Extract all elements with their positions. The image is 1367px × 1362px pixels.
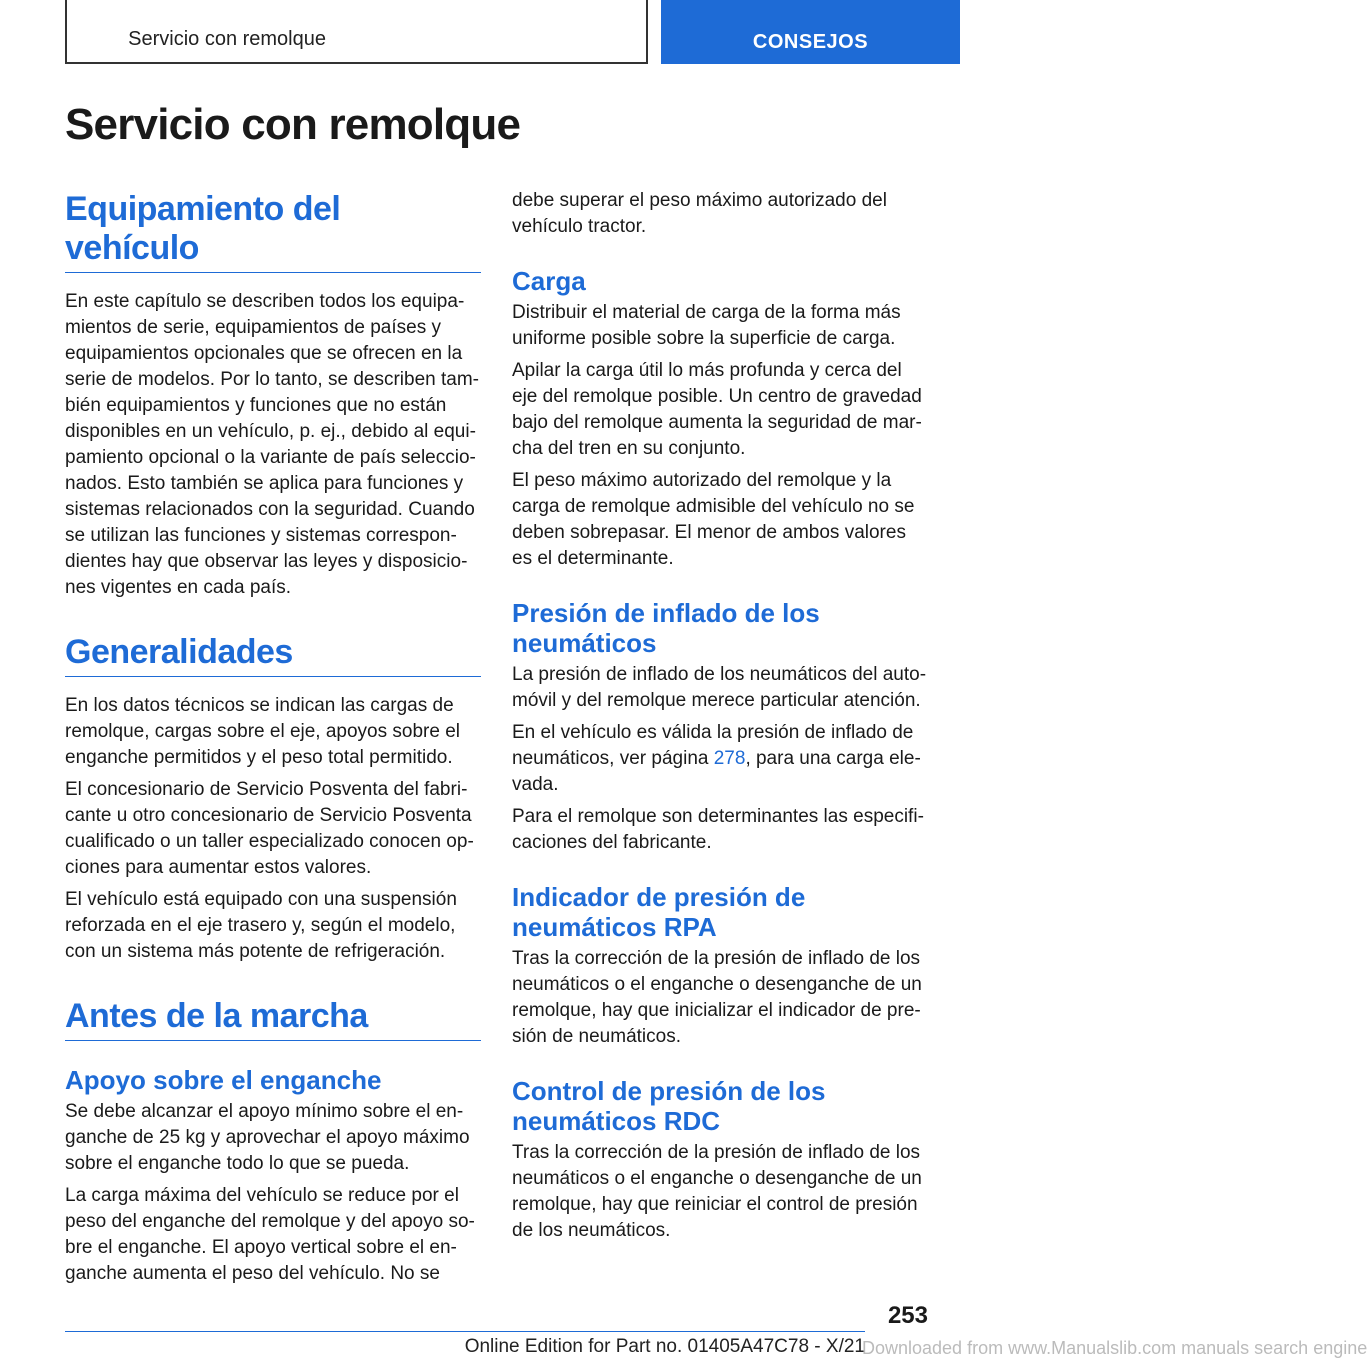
- header-frame: [65, 0, 648, 64]
- paragraph-generalidades-3: El vehículo está equipado con una suspensión reforzada en el eje trasero y, según el modelo, con un sistema más potente de refrigeración.: [65, 889, 457, 962]
- paragraph-presion-1: La presión de inflado de los neumáticos del automóvil y del remolque merece particular atención.: [512, 664, 927, 711]
- paragraph-equipamiento: En este capítulo se describen todos los equipamientos de serie, equipamientos de países y equipamientos opcionales que se ofrecen en la serie de modelos. Por lo tanto, se describen también equipamientos y funciones que no están disponibles en un vehículo, p. ej., debido al equipamiento opcional o la variante de país seleccionados. Esto también se aplica para funciones y sistemas relacionados con la seguridad. Cuando se utilizan las funciones y sistemas correspondientes hay que observar las leyes y disposiciones vigentes en cada país.: [65, 291, 479, 598]
- paragraph-continuation: debe superar el peso máximo autorizado del vehículo tractor.: [512, 190, 887, 237]
- paragraph-apoyo-1: Se debe alcanzar el apoyo mínimo sobre el enganche de 25 kg y aprovechar el apoyo máximo sobre el enganche todo lo que se pueda.: [65, 1101, 470, 1174]
- heading-carga: Carga: [512, 266, 586, 296]
- paragraph-carga-3: El peso máximo autorizado del remolque y la carga de remolque admisible del vehículo no se deben sobrepasar. El menor de ambos valores es el determinante.: [512, 470, 915, 569]
- page-link-278[interactable]: 278: [713, 748, 746, 769]
- paragraph-apoyo-2: La carga máxima del vehículo se reduce por el peso del enganche del remolque y del apoyo sobre el enganche. El apoyo vertical sobre el enganche aumenta el peso del vehículo. No se: [65, 1185, 475, 1284]
- paragraph-presion-2-tail: , para una carga elevada.: [512, 748, 921, 795]
- paragraph-presion-2: [512, 720, 928, 798]
- header-section-title: Servicio con remolque: [128, 28, 326, 50]
- heading-presion-inflado: Presión de inflado de los neumáticos: [512, 598, 820, 658]
- paragraph-rdc: Tras la corrección de la presión de inflado de los neumáticos o el enganche o desenganche de un remolque, hay que reiniciar el control de presión de los neumáticos.: [512, 1142, 922, 1241]
- footer-rule: [65, 1331, 865, 1332]
- paragraph-rpa: Tras la corrección de la presión de inflado de los neumáticos o el enganche o desenganche de un remolque, hay que inicializar el indicador de presión de neumáticos.: [512, 948, 922, 1047]
- heading-equipamiento: Equipamiento del vehículo: [65, 190, 481, 273]
- footer-edition: Online Edition for Part no. 01405A47C78 - X/21: [464, 1336, 865, 1357]
- paragraph-generalidades-2: El concesionario de Servicio Posventa del fabricante u otro concesionario de Servicio Posventa cualificado o un taller especializado conocen opciones para aumentar estos valores.: [65, 779, 474, 878]
- paragraph-carga-2: Apilar la carga útil lo más profunda y cerca del eje del remolque posible. Un centro de gravedad bajo del remolque aumenta la seguridad de marcha del tren en su conjunto.: [512, 360, 922, 459]
- heading-control-rdc: Control de presión de los neumáticos RDC: [512, 1076, 826, 1136]
- chapter-tab-consejos[interactable]: CONSEJOS: [661, 0, 960, 64]
- heading-indicador-rpa: Indicador de presión de neumáticos RPA: [512, 882, 806, 942]
- heading-apoyo: Apoyo sobre el enganche: [65, 1065, 382, 1095]
- right-column: [512, 188, 928, 1250]
- page-number: 253: [887, 1302, 928, 1329]
- heading-antes-de-la-marcha: Antes de la marcha: [65, 997, 481, 1041]
- page-title: Servicio con remolque: [65, 100, 521, 149]
- paragraph-carga-1: Distribuir el material de carga de la forma más uniforme posible sobre la superficie de carga.: [512, 302, 901, 349]
- paragraph-presion-2-text: En el vehículo es válida la presión de inflado de neumáticos, ver página: [512, 722, 914, 769]
- heading-generalidades: Generalidades: [65, 633, 481, 677]
- left-column: [65, 190, 481, 1293]
- paragraph-generalidades-1: En los datos técnicos se indican las cargas de remolque, cargas sobre el eje, apoyos sobre el enganche permitidos y el peso total permitido.: [65, 695, 461, 768]
- watermark: Downloaded from www.Manualslib.com manuals search engine: [862, 1338, 1367, 1358]
- paragraph-presion-3: Para el remolque son determinantes las especificaciones del fabricante.: [512, 806, 924, 853]
